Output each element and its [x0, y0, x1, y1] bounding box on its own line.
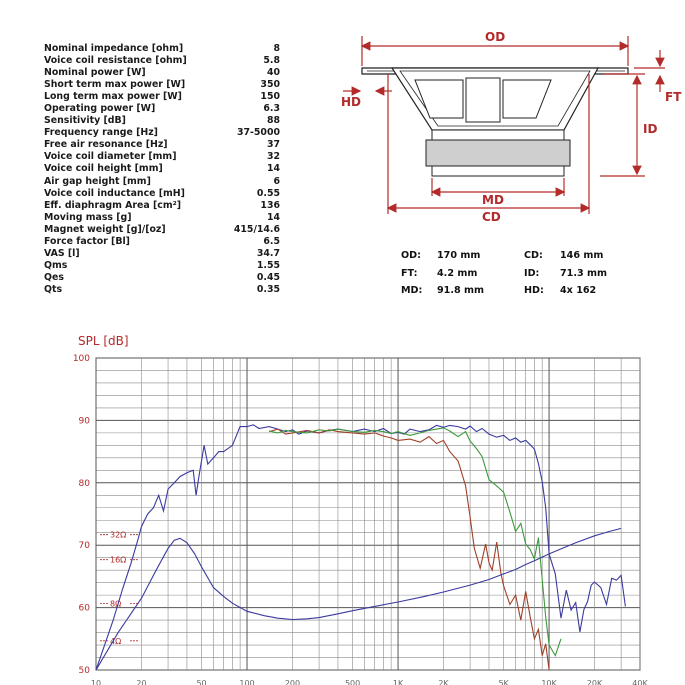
- hd-label: HD: [341, 95, 362, 109]
- x-tick-label: 2K: [438, 679, 449, 685]
- x-tick-label: 10: [90, 679, 102, 685]
- dimension-key: CD:: [524, 250, 543, 262]
- spec-label: Nominal power [W]: [44, 67, 146, 79]
- x-tick-label: 20K: [586, 679, 603, 685]
- dimension-value: 4x 162: [560, 285, 597, 297]
- spec-value: 5.8: [263, 55, 280, 67]
- spec-label: Voice coil resistance [ohm]: [44, 55, 187, 67]
- spec-value: 0.35: [256, 283, 280, 295]
- spec-label: VAS [l]: [44, 247, 80, 259]
- cd-label: CD: [482, 210, 501, 224]
- x-tick-label: 20: [136, 679, 147, 685]
- spec-value: 34.7: [256, 247, 280, 259]
- dimension-value: 4.2 mm: [437, 267, 478, 279]
- spec-value: 415/14.6: [233, 223, 280, 235]
- spec-label: Free air resonance [Hz]: [44, 139, 168, 151]
- spec-label: Voice coil height [mm]: [44, 163, 163, 175]
- spec-label: Moving mass [g]: [44, 211, 132, 223]
- spec-label: Magnet weight [g]/[oz]: [44, 223, 166, 235]
- dimension-key: OD:: [401, 250, 421, 262]
- id-label: ID: [643, 122, 658, 136]
- spec-value: 6.5: [263, 235, 280, 247]
- spec-label: Short term max power [W]: [44, 79, 186, 91]
- spec-value: 150: [260, 91, 280, 103]
- y-tick-label: 90: [78, 416, 90, 427]
- magnet-bottom-plate: [432, 166, 564, 176]
- magnet-top-plate: [432, 130, 564, 140]
- x-tick-label: 10K: [541, 679, 557, 685]
- spec-label: Sensitivity [dB]: [44, 115, 126, 127]
- md-label: MD: [482, 193, 504, 207]
- spec-label: Voice coil inductance [mH]: [44, 187, 185, 199]
- dimension-value: 170 mm: [437, 250, 481, 262]
- x-tick-label: 40K: [632, 679, 648, 685]
- y-tick-label: 70: [78, 541, 90, 552]
- dimension-key: MD:: [401, 285, 423, 297]
- y-tick-label: 80: [78, 478, 90, 489]
- spec-value: 0.45: [256, 271, 280, 283]
- chart-title: SPL [dB]: [78, 334, 129, 348]
- dimension-value: 71.3 mm: [560, 267, 608, 279]
- dimension-value: 146 mm: [560, 250, 604, 262]
- x-tick-label: 100: [239, 679, 255, 685]
- spec-value: 37: [266, 139, 280, 151]
- dimension-key: ID:: [524, 267, 540, 279]
- dimension-row: [401, 282, 647, 300]
- dimension-key: HD:: [524, 285, 544, 297]
- y-tick-label: 100: [72, 354, 90, 364]
- dimension-row: [401, 265, 647, 283]
- spec-value: 14: [266, 211, 280, 223]
- spec-value: 0.55: [256, 187, 280, 199]
- spec-label: Long term max power [W]: [44, 91, 182, 103]
- x-tick-label: 500: [344, 679, 361, 685]
- x-tick-label: 200: [284, 679, 301, 685]
- dimension-table: [401, 247, 647, 300]
- spec-label: Voice coil diameter [mm]: [44, 151, 177, 163]
- spl-chart: [0, 320, 685, 685]
- spec-label: Eff. diaphragm Area [cm²]: [44, 199, 181, 211]
- spec-label: Air gap height [mm]: [44, 175, 151, 187]
- x-tick-label: 1K: [392, 679, 404, 685]
- spec-value: 32: [266, 151, 280, 163]
- spec-value: 88: [266, 115, 280, 127]
- spec-label: Force factor [Bl]: [44, 235, 130, 247]
- spec-label: Qms: [44, 259, 68, 271]
- spec-label: Qts: [44, 283, 63, 295]
- spec-label: Frequency range [Hz]: [44, 127, 158, 139]
- impedance-label: 32Ω: [110, 530, 127, 540]
- spec-label: Qes: [44, 271, 64, 283]
- impedance-label: 4Ω: [110, 636, 122, 646]
- spec-label: Operating power [W]: [44, 103, 156, 115]
- y-tick-label: 50: [78, 666, 90, 676]
- spec-value: 136: [260, 199, 280, 211]
- ft-label: FT: [665, 90, 682, 104]
- od-label: OD: [485, 30, 506, 44]
- spec-value: 1.55: [256, 259, 280, 271]
- dimension-value: 91.8 mm: [437, 285, 485, 297]
- spec-value: 37-5000: [236, 127, 280, 139]
- x-tick-label: 50: [196, 679, 207, 685]
- spec-value: 40: [266, 67, 280, 79]
- impedance-label: 16Ω: [110, 555, 127, 565]
- magnet: [426, 140, 570, 166]
- dimension-key: FT:: [401, 267, 418, 279]
- impedance-label: 8Ω: [110, 599, 122, 609]
- spec-value: 8: [273, 43, 280, 54]
- spec-value: 14: [266, 163, 280, 175]
- spec-value: 6.3: [263, 103, 280, 115]
- y-tick-label: 60: [78, 603, 90, 614]
- dimension-row: [401, 247, 647, 265]
- spec-value: 6: [273, 175, 280, 187]
- x-tick-label: 5K: [498, 679, 509, 685]
- spec-value: 350: [260, 79, 280, 91]
- spec-label: Nominal impedance [ohm]: [44, 43, 184, 54]
